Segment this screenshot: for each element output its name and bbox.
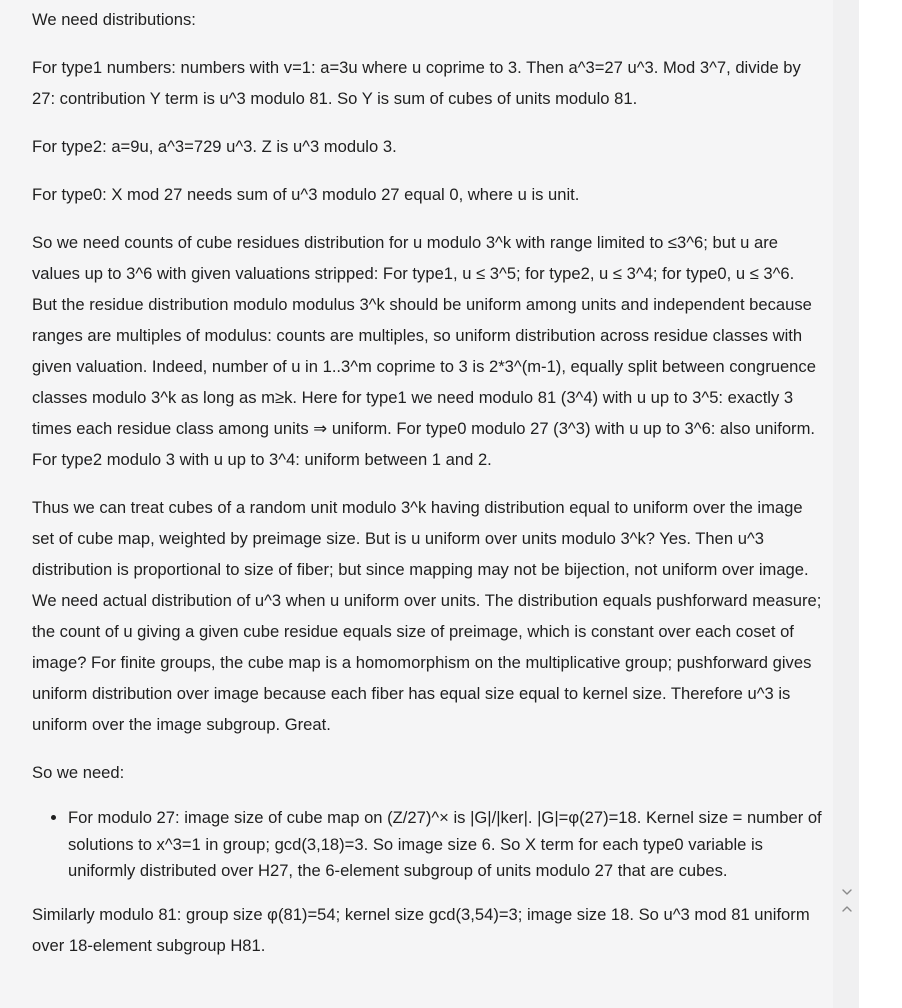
page-margin bbox=[859, 0, 902, 1008]
chevron-up-icon[interactable] bbox=[840, 901, 854, 915]
right-gutter bbox=[833, 0, 859, 1008]
message-paragraph: For type0: X mod 27 needs sum of u^3 modulo 27 equal 0, where u is unit. bbox=[32, 185, 580, 204]
message-paragraph: Similarly modulo 81: group size φ(81)=54; kernel size gcd(3,54)=3; image size 18. So u^3 mod 81 uniform over 18-element subgroup H81. bbox=[32, 904, 810, 955]
assistant-message bbox=[32, 4, 822, 978]
message-bullet-list bbox=[32, 805, 822, 885]
message-paragraph: For type1 numbers: numbers with v=1: a=3u where u coprime to 3. Then a^3=27 u^3. Mod 3^7, divide by 27: contribution Y term is u^3 modulo 81. So Y is sum of cubes of units modulo 81. bbox=[32, 58, 801, 108]
message-bullet-item: • For modulo 27: image size of cube map on (Z/27)^× is |G|/|ker|. |G|=φ(27)=18. Kernel size = number of solutions to x^3=1 in group; gcd(3,18)=3. So image size 6. So X term for each type0 variable is uniformly distributed over H27, the 6-element subgroup of units modulo 27 that are cubes. bbox=[68, 805, 822, 885]
message-paragraph: So we need: bbox=[32, 763, 125, 782]
message-paragraph: We need distributions: bbox=[32, 10, 196, 29]
message-paragraph: Thus we can treat cubes of a random unit modulo 3^k having distribution equal to uniform over the image set of cube map, weighted by preimage size. But is u uniform over units modulo 3^k? Yes. Then u^3 distribution is proportional to size of fiber; but since mapping may not be bijection, not uniform over image. We need actual distribution of u^3 when u uniform over units. The distribution equals pushforward measure; the count of u giving a given cube residue equals size of preimage, which is constant over each coset of image? For finite groups, the cube map is a homomorphism on the multiplicative group; pushforward gives uniform distribution over image because each fiber has equal size equal to kernel size. Therefore u^3 is uniform over the image subgroup. Great. bbox=[32, 498, 822, 734]
message-paragraph: For type2: a=9u, a^3=729 u^3. Z is u^3 modulo 3. bbox=[32, 137, 397, 156]
chevron-down-icon[interactable] bbox=[840, 885, 854, 899]
message-paragraph: So we need counts of cube residues distribution for u modulo 3^k with range limited to ≤3^6; but u are values up to 3^6 with given valuations stripped: For type1, u ≤ 3^5; for type2, u ≤ 3^4; for type0, u ≤ 3^6. But the residue distribution modulo modulus 3^k should be uniform among units and independent because ranges are multiples of modulus: counts are multiples, so uniform distribution across residue classes with given valuation. Indeed, number of u in 1..3^m coprime to 3 is 2*3^(m-1), equally split between congruence classes modulo 3^k as long as m≥k. Here for type1 we need modulo 81 (3^4) with u up to 3^5: exactly 3 times each residue class among units ⇒ uniform. For type0 modulo 27 (3^3) with u up to 3^6: also uniform. For type2 modulo 3 with u up to 3^4: uniform between 1 and 2. bbox=[32, 233, 816, 469]
response-nav bbox=[837, 884, 857, 920]
